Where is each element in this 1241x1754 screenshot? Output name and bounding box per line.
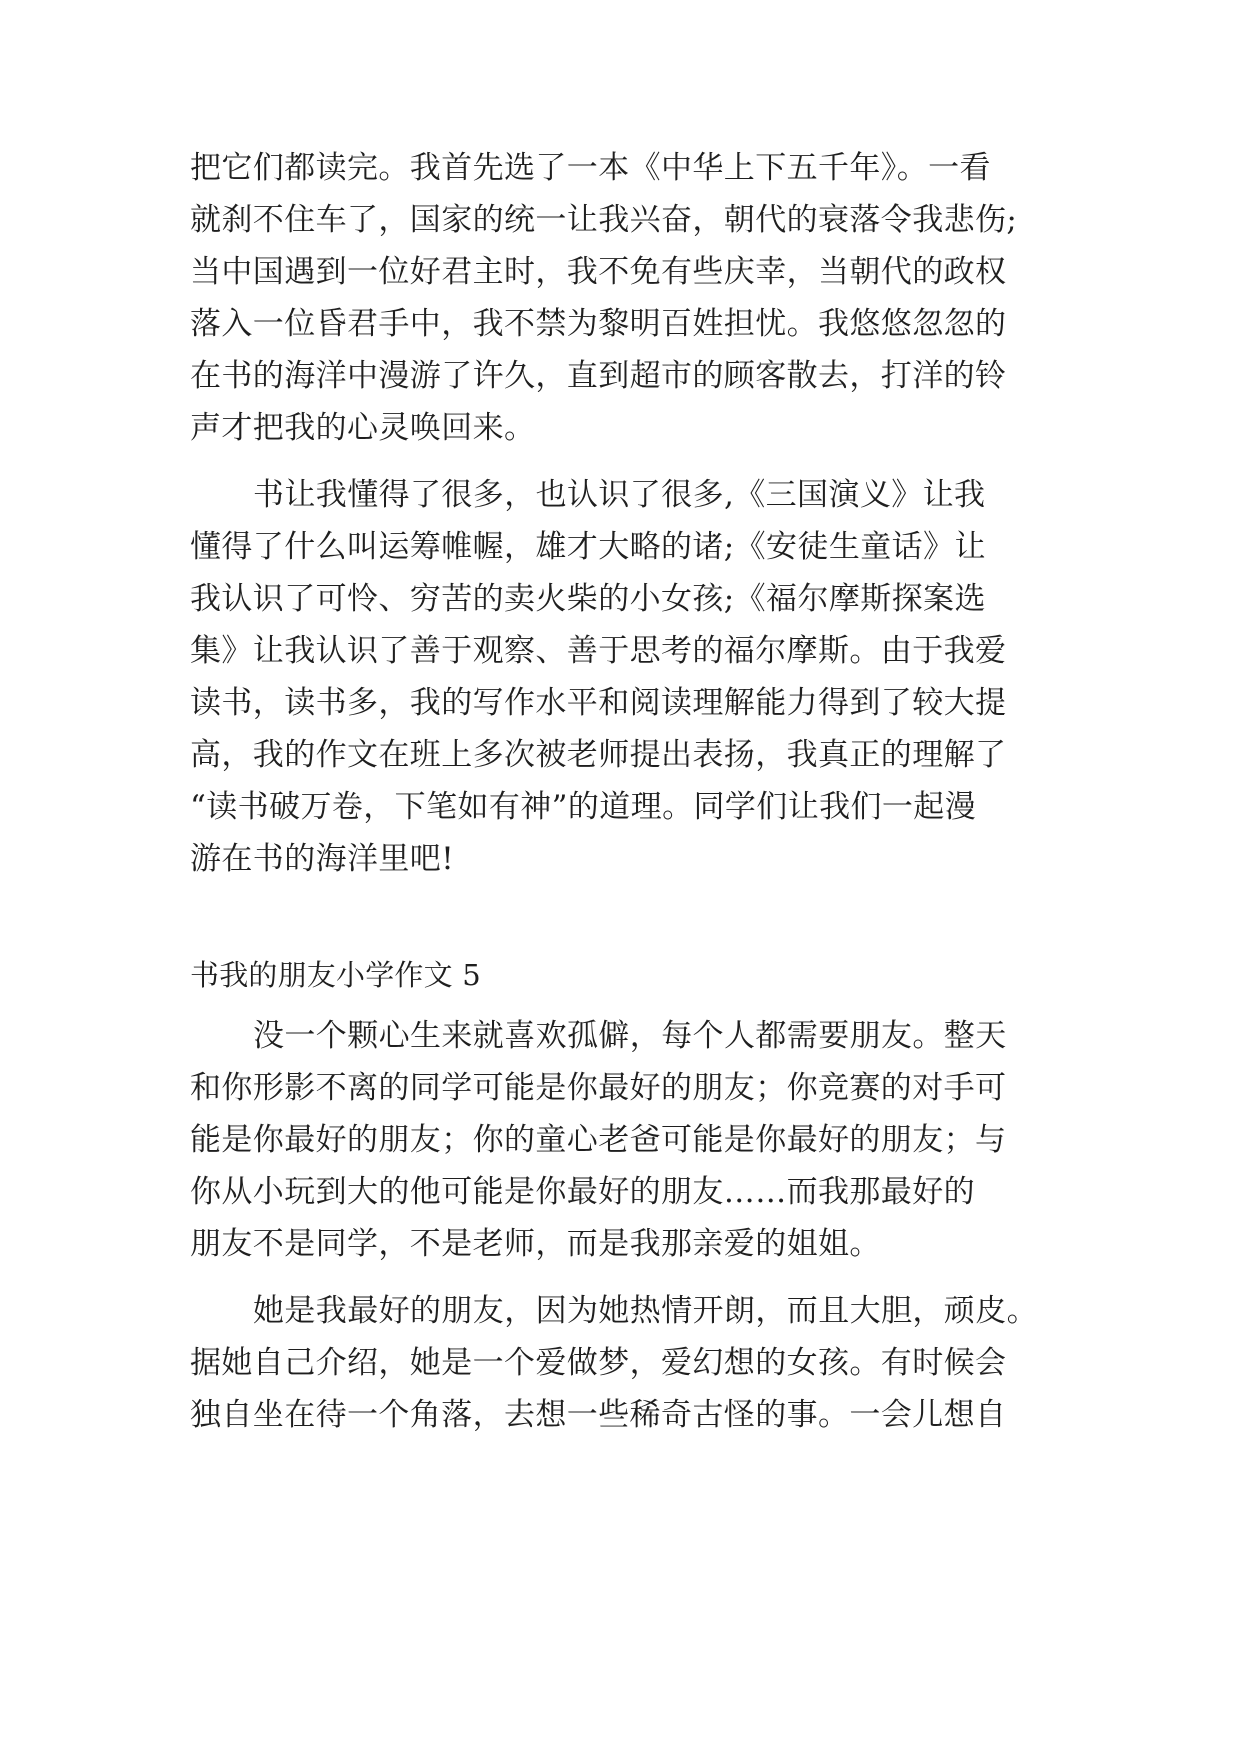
text-line: 游在书的海洋里吧!	[190, 841, 455, 877]
text-line: 朋友不是同学，不是老师，而是我那亲爱的姐姐。	[190, 1226, 881, 1262]
text-line: 她是我最好的朋友，因为她热情开朗，而且大胆，顽皮。	[253, 1293, 1038, 1329]
text-line: 集》让我认识了善于观察、善于思考的福尔摩斯。由于我爱	[190, 633, 1007, 669]
text-line: 读书，读书多，我的写作水平和阅读理解能力得到了较大提	[190, 685, 1007, 721]
text-line: 就刹不住车了，国家的统一让我兴奋，朝代的衰落令我悲伤;	[190, 202, 1018, 238]
text-line: 据她自己介绍，她是一个爱做梦，爱幻想的女孩。有时候会	[190, 1345, 1007, 1381]
text-line: 落入一位昏君手中，我不禁为黎明百姓担忧。我悠悠忽忽的	[190, 306, 1007, 342]
section-title: 书我的朋友小学作文 5	[190, 958, 481, 992]
text-line: 当中国遇到一位好君主时，我不免有些庆幸，当朝代的政权	[190, 254, 1007, 290]
text-line: 我认识了可怜、穷苦的卖火柴的小女孩;《福尔摩斯探案选	[190, 581, 986, 617]
text-line: 高，我的作文在班上多次被老师提出表扬，我真正的理解了	[190, 737, 1007, 773]
text-line: 懂得了什么叫运筹帷幄，雄才大略的诸;《安徒生童话》让	[190, 529, 986, 565]
text-line: 你从小玩到大的他可能是你最好的朋友……而我那最好的	[190, 1174, 975, 1210]
text-line: 没一个颗心生来就喜欢孤僻，每个人都需要朋友。整天	[253, 1018, 1007, 1054]
text-line: “读书破万卷，下笔如有神”的道理。同学们让我们一起漫	[190, 789, 977, 825]
text-line: 独自坐在待一个角落，去想一些稀奇古怪的事。一会儿想自	[190, 1397, 1007, 1433]
text-line: 书让我懂得了很多，也认识了很多,《三国演义》让我	[253, 477, 986, 513]
text-line: 和你形影不离的同学可能是你最好的朋友；你竞赛的对手可	[190, 1070, 1007, 1106]
text-line: 能是你最好的朋友；你的童心老爸可能是你最好的朋友；与	[190, 1122, 1007, 1158]
text-line: 声才把我的心灵唤回来。	[190, 410, 536, 446]
text-line: 在书的海洋中漫游了许久，直到超市的顾客散去，打洋的铃	[190, 358, 1007, 394]
text-line: 把它们都读完。我首先选了一本《中华上下五千年》。一看	[190, 150, 991, 186]
